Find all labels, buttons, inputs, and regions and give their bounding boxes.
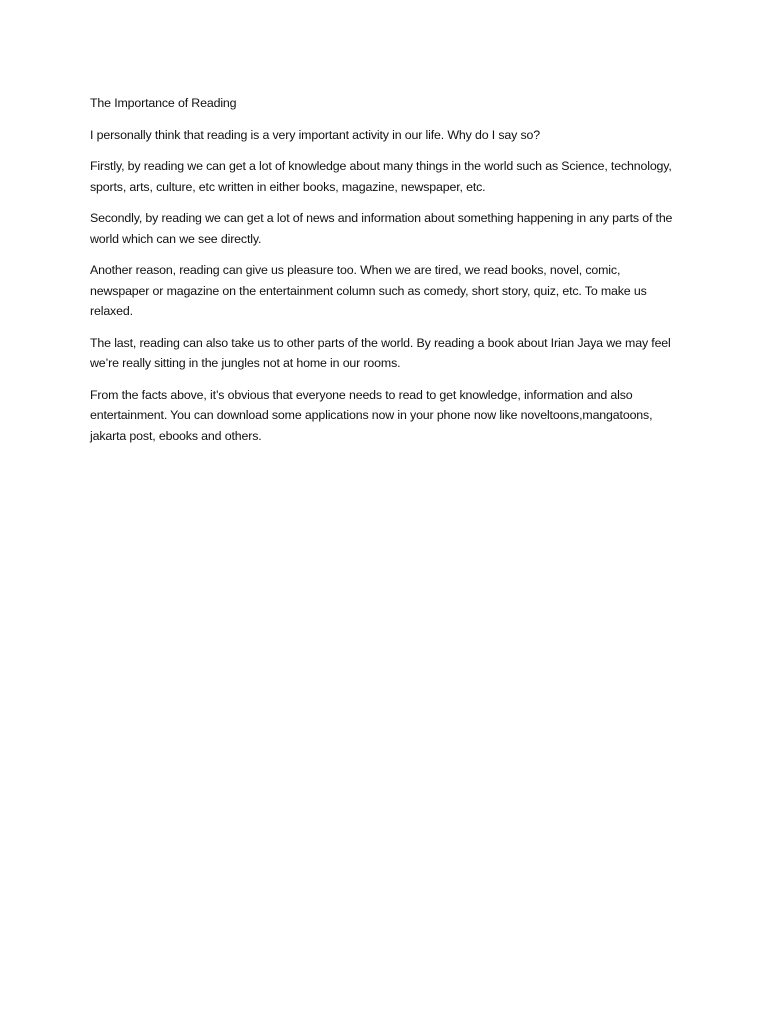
paragraph-intro: I personally think that reading is a very important activity in our life. Why do I say so? bbox=[90, 127, 540, 142]
paragraph-another-reason: Another reason, reading can give us pleasure too. When we are tired, we read books, novel, comic, newspaper or magazine on the entertainment column such as comedy, short story, quiz, etc. To make us relaxed. bbox=[90, 263, 647, 318]
document-body bbox=[90, 93, 680, 457]
paragraph-secondly: Secondly, by reading we can get a lot of news and information about something happening in any parts of the world which can we see directly. bbox=[90, 211, 673, 246]
paragraph-the-last: The last, reading can also take us to other parts of the world. By reading a book about Irian Jaya we may feel we’re really sitting in the jungles not at home in our rooms. bbox=[90, 335, 671, 370]
paragraph-firstly: Firstly, by reading we can get a lot of knowledge about many things in the world such as Science, technology, sports, arts, culture, etc written in either books, magazine, newspaper, etc. bbox=[90, 159, 672, 194]
document-title: The Importance of Reading bbox=[90, 96, 237, 110]
paragraph-conclusion: From the facts above, it’s obvious that everyone needs to read to get knowledge, information and also entertainment. You can download some applications now in your phone now like noveltoons,mangatoons, jakarta post, ebooks and others. bbox=[90, 387, 653, 443]
